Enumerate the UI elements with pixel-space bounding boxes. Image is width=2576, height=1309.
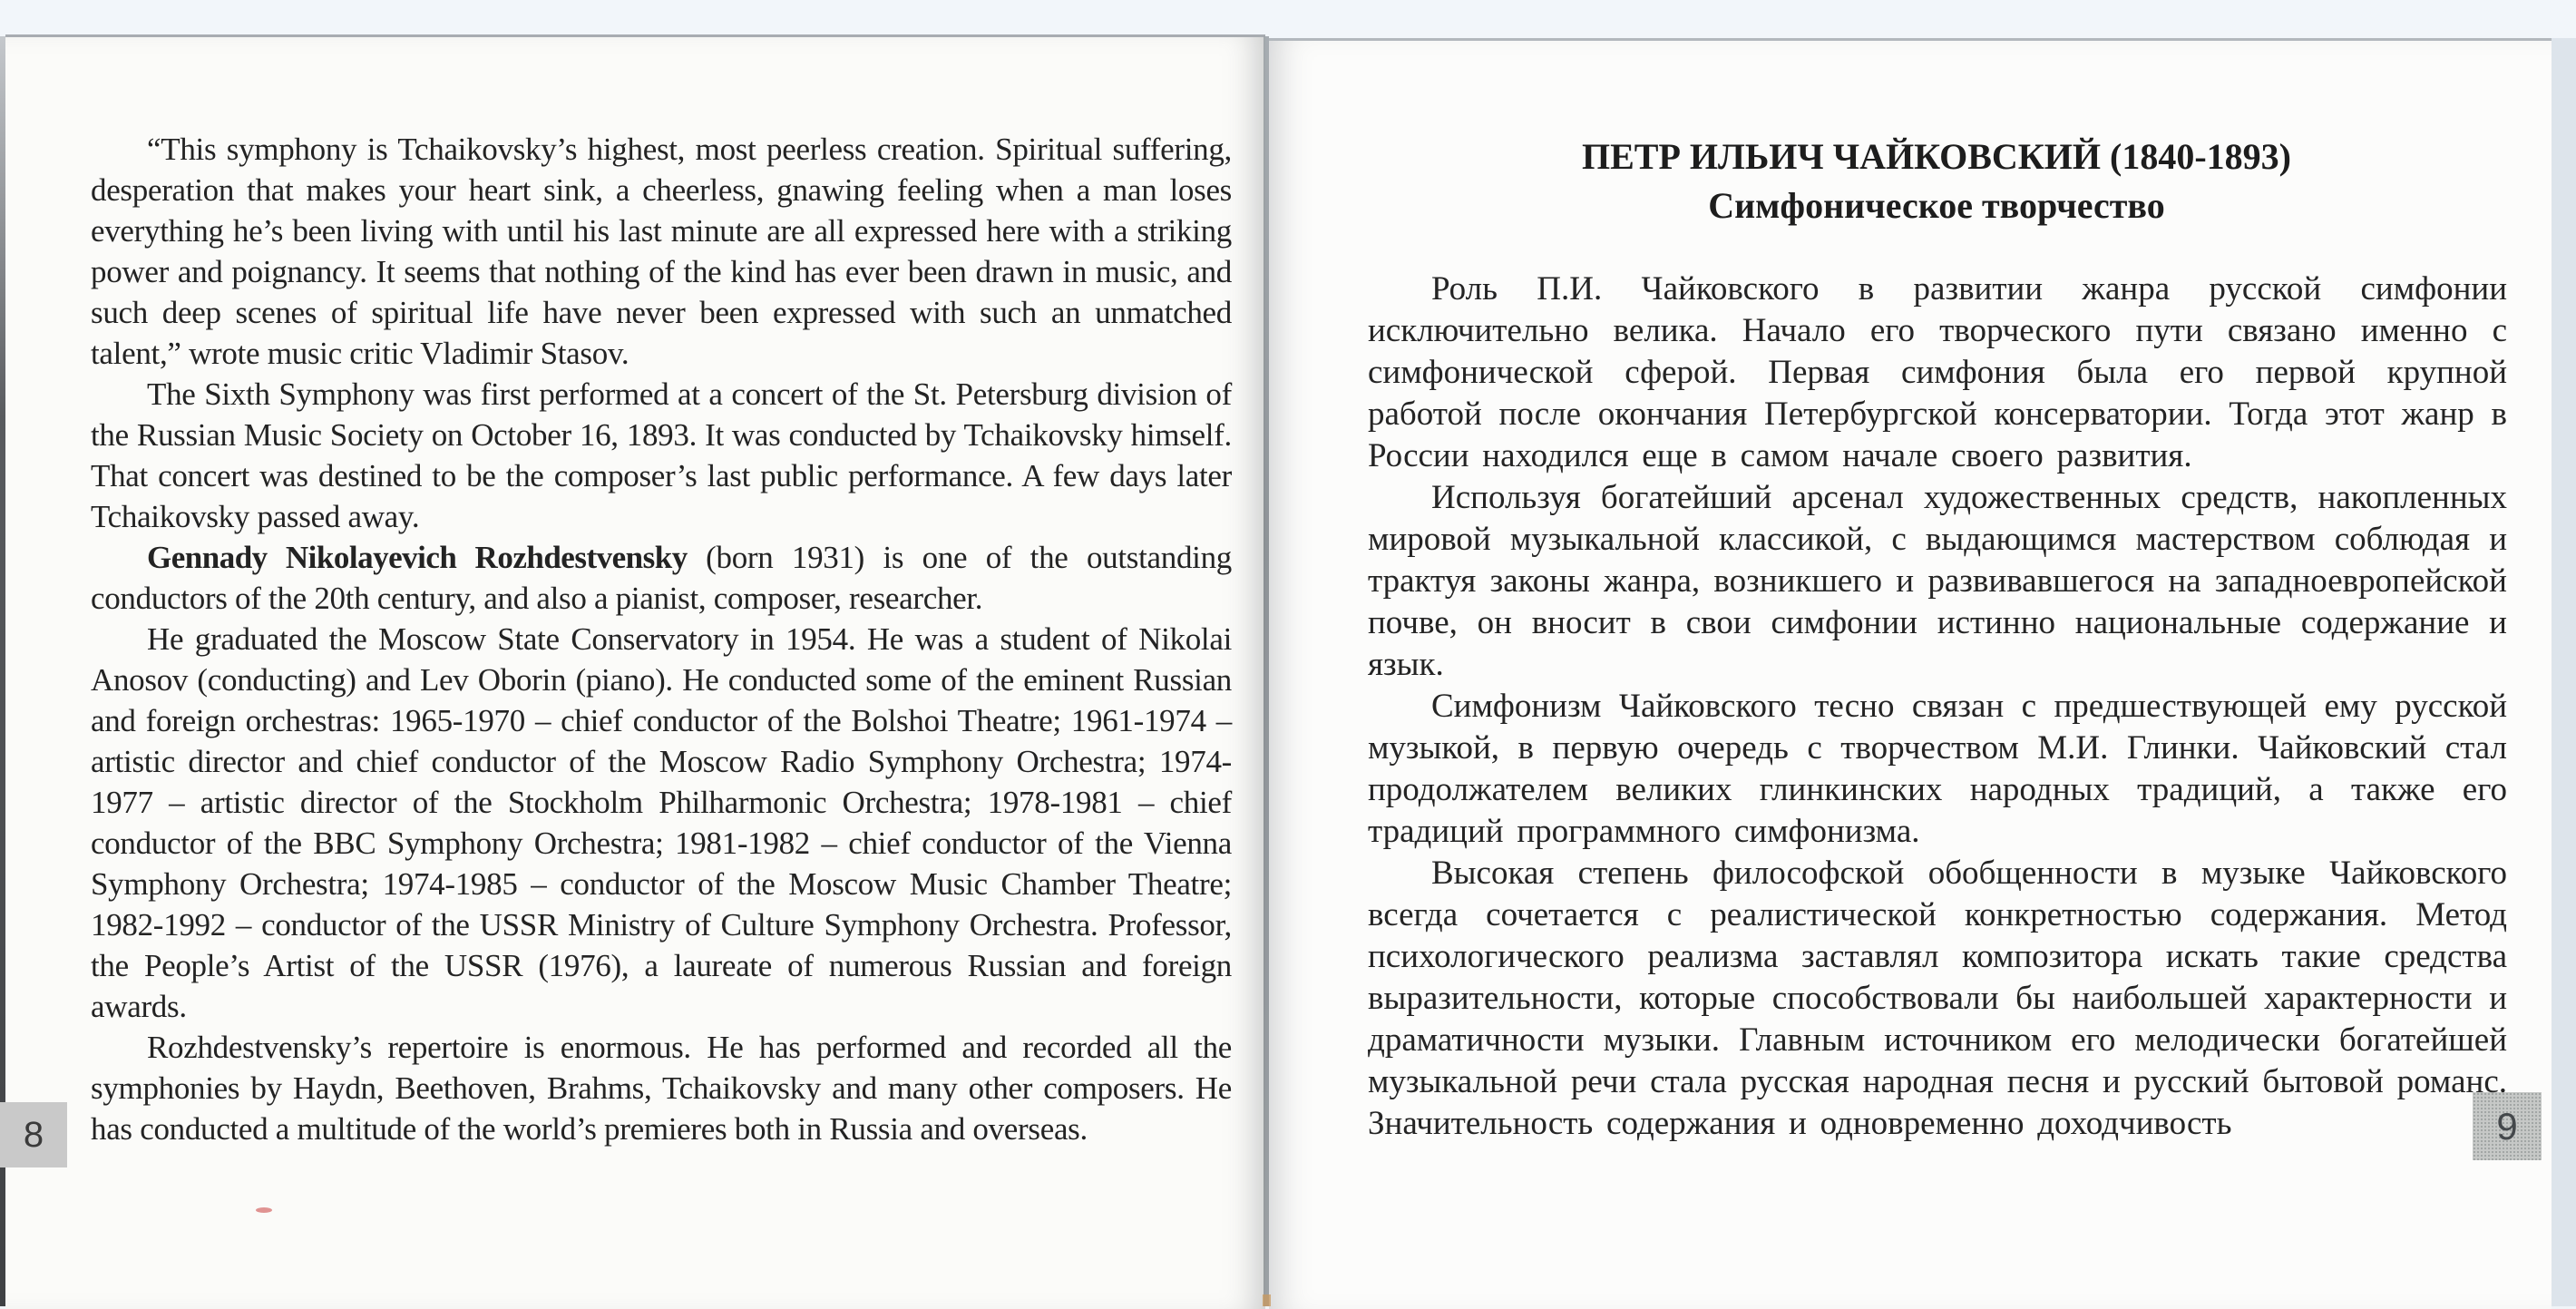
right-page-heading [1361, 132, 2513, 230]
paragraph-rozhdestvensky-repertoire: Rozhdestvensky’s repertoire is enormous. He has performed and recorded all the symphonies by Haydn, Beethoven, Brahms, Tchaikovsky and many other composers. He has conducted a multitude of the world’s premieres both in Russia and overseas. [91, 1030, 1232, 1147]
paragraph-artistic-means: Используя богатейший арсенал художественных средств, накопленных мировой музыкальной классикой, с выдающимся мастерством соблюдая и трактуя законы жанра, возникшего и развивавшегося на западноевропейской почве, он вносит в свои симфонии истинно национальные содержание и язык. [1368, 479, 2507, 683]
heading-composer-name: ПЕТР ИЛЬИЧ ЧАЙКОВСКИЙ (1840-1893) [1582, 136, 2291, 177]
paragraph-glinka-traditions: Симфонизм Чайковского тесно связан с предшествующей ему русской музыкой, в первую очередь с творчеством М.И. Глинки. Чайковский стал продолжателем великих глинкинских народных традиций, а также его традиций программного симфонизма. [1368, 688, 2507, 850]
page-number-right: 9 [2496, 1104, 2518, 1148]
spine-fold [1264, 36, 1269, 1306]
heading-subtitle: Симфоническое творчество [1708, 185, 2165, 226]
paragraph-philosophical-generalization: Высокая степень философской обобщенности в музыке Чайковского всегда сочетается с реалистической конкретностью содержания. Метод психологического реализма заставлял композитора искать такие средства выразительности, которые способствовали бы наибольшей характерности и драматичности музыки. Главным источником его мелодически богатейшей музыкальной речи стала русская народная песня и русский бытовой романс. Значительность содержания и одновременно доходчивость [1368, 855, 2507, 1142]
spine-bottom-gap [1263, 1294, 1271, 1306]
left-page-text-block [91, 129, 1232, 1149]
rozhdestvensky-intro-rest: (born 1931) is one of the outstanding conductors of the 20th century, and also a pianist, composer, researcher. [91, 540, 1232, 616]
paragraph-role-in-russian-symphony: Роль П.И. Чайковского в развитии жанра русской симфонии исключительно велика. Начало его творческого пути связано именно с симфонической сферой. Первая симфония была его первой крупной работой после окончания Петербургской консерватории. Тогда этот жанр в России находился еще в самом начале своего развития. [1368, 270, 2507, 474]
scan-artifact-red-mark [256, 1207, 272, 1213]
paragraph-sixth-symphony-premiere: The Sixth Symphony was first performed at a concert of the St. Petersburg division of the Russian Music Society on October 16, 1893. It was conducted by Tchaikovsky himself. That concert was destined to be the composer’s last public performance. A few days later Tchaikovsky passed away. [91, 376, 1232, 534]
page-number-left: 8 [23, 1114, 44, 1155]
page-edge-right [2552, 38, 2576, 1306]
rozhdestvensky-name-bold: Gennady Nikolayevich Rozhdestvensky [147, 540, 688, 575]
paragraph-stasov-quote: “This symphony is Tchaikovsky’s highest, most peerless creation. Spiritual suffering, desperation that makes your heart sink, a cheerless, gnawing feeling when a man loses everything he’s been living with until his last minute are all expressed here with a striking power and poignancy. It seems that nothing of the kind has ever been drawn in music, and such deep scenes of spiritual life have never been expressed with such an unmatched talent,” wrote music critic Vladimir Stasov. [91, 132, 1232, 371]
right-page-text-block [1368, 269, 2507, 1145]
paragraph-rozhdestvensky-career: He graduated the Moscow State Conservatory in 1954. He was a student of Nikolai Anosov (conducting) and Lev Oborin (piano). He conducted some of the eminent Russian and foreign orchestras: 1965-1970 – chief conductor of the Bolshoi Theatre; 1961-1974 – artistic director and chief conductor of the Moscow Radio Symphony Orchestra; 1974-1977 – artistic director of the Stockholm Philharmonic Orchestra; 1978-1981 – chief conductor of the BBC Symphony Orchestra; 1981-1982 – chief conductor of the Vienna Symphony Orchestra; 1974-1985 – conductor of the Moscow Music Chamber Theatre; 1982-1992 – conductor of the USSR Ministry of Culture Symphony Orchestra. Professor, the People’s Artist of the USSR (1976), a laureate of numerous Russian and foreign awards. [91, 621, 1232, 1024]
page-number-tab-left [0, 1102, 67, 1167]
paragraph-rozhdestvensky-intro [91, 537, 1232, 619]
